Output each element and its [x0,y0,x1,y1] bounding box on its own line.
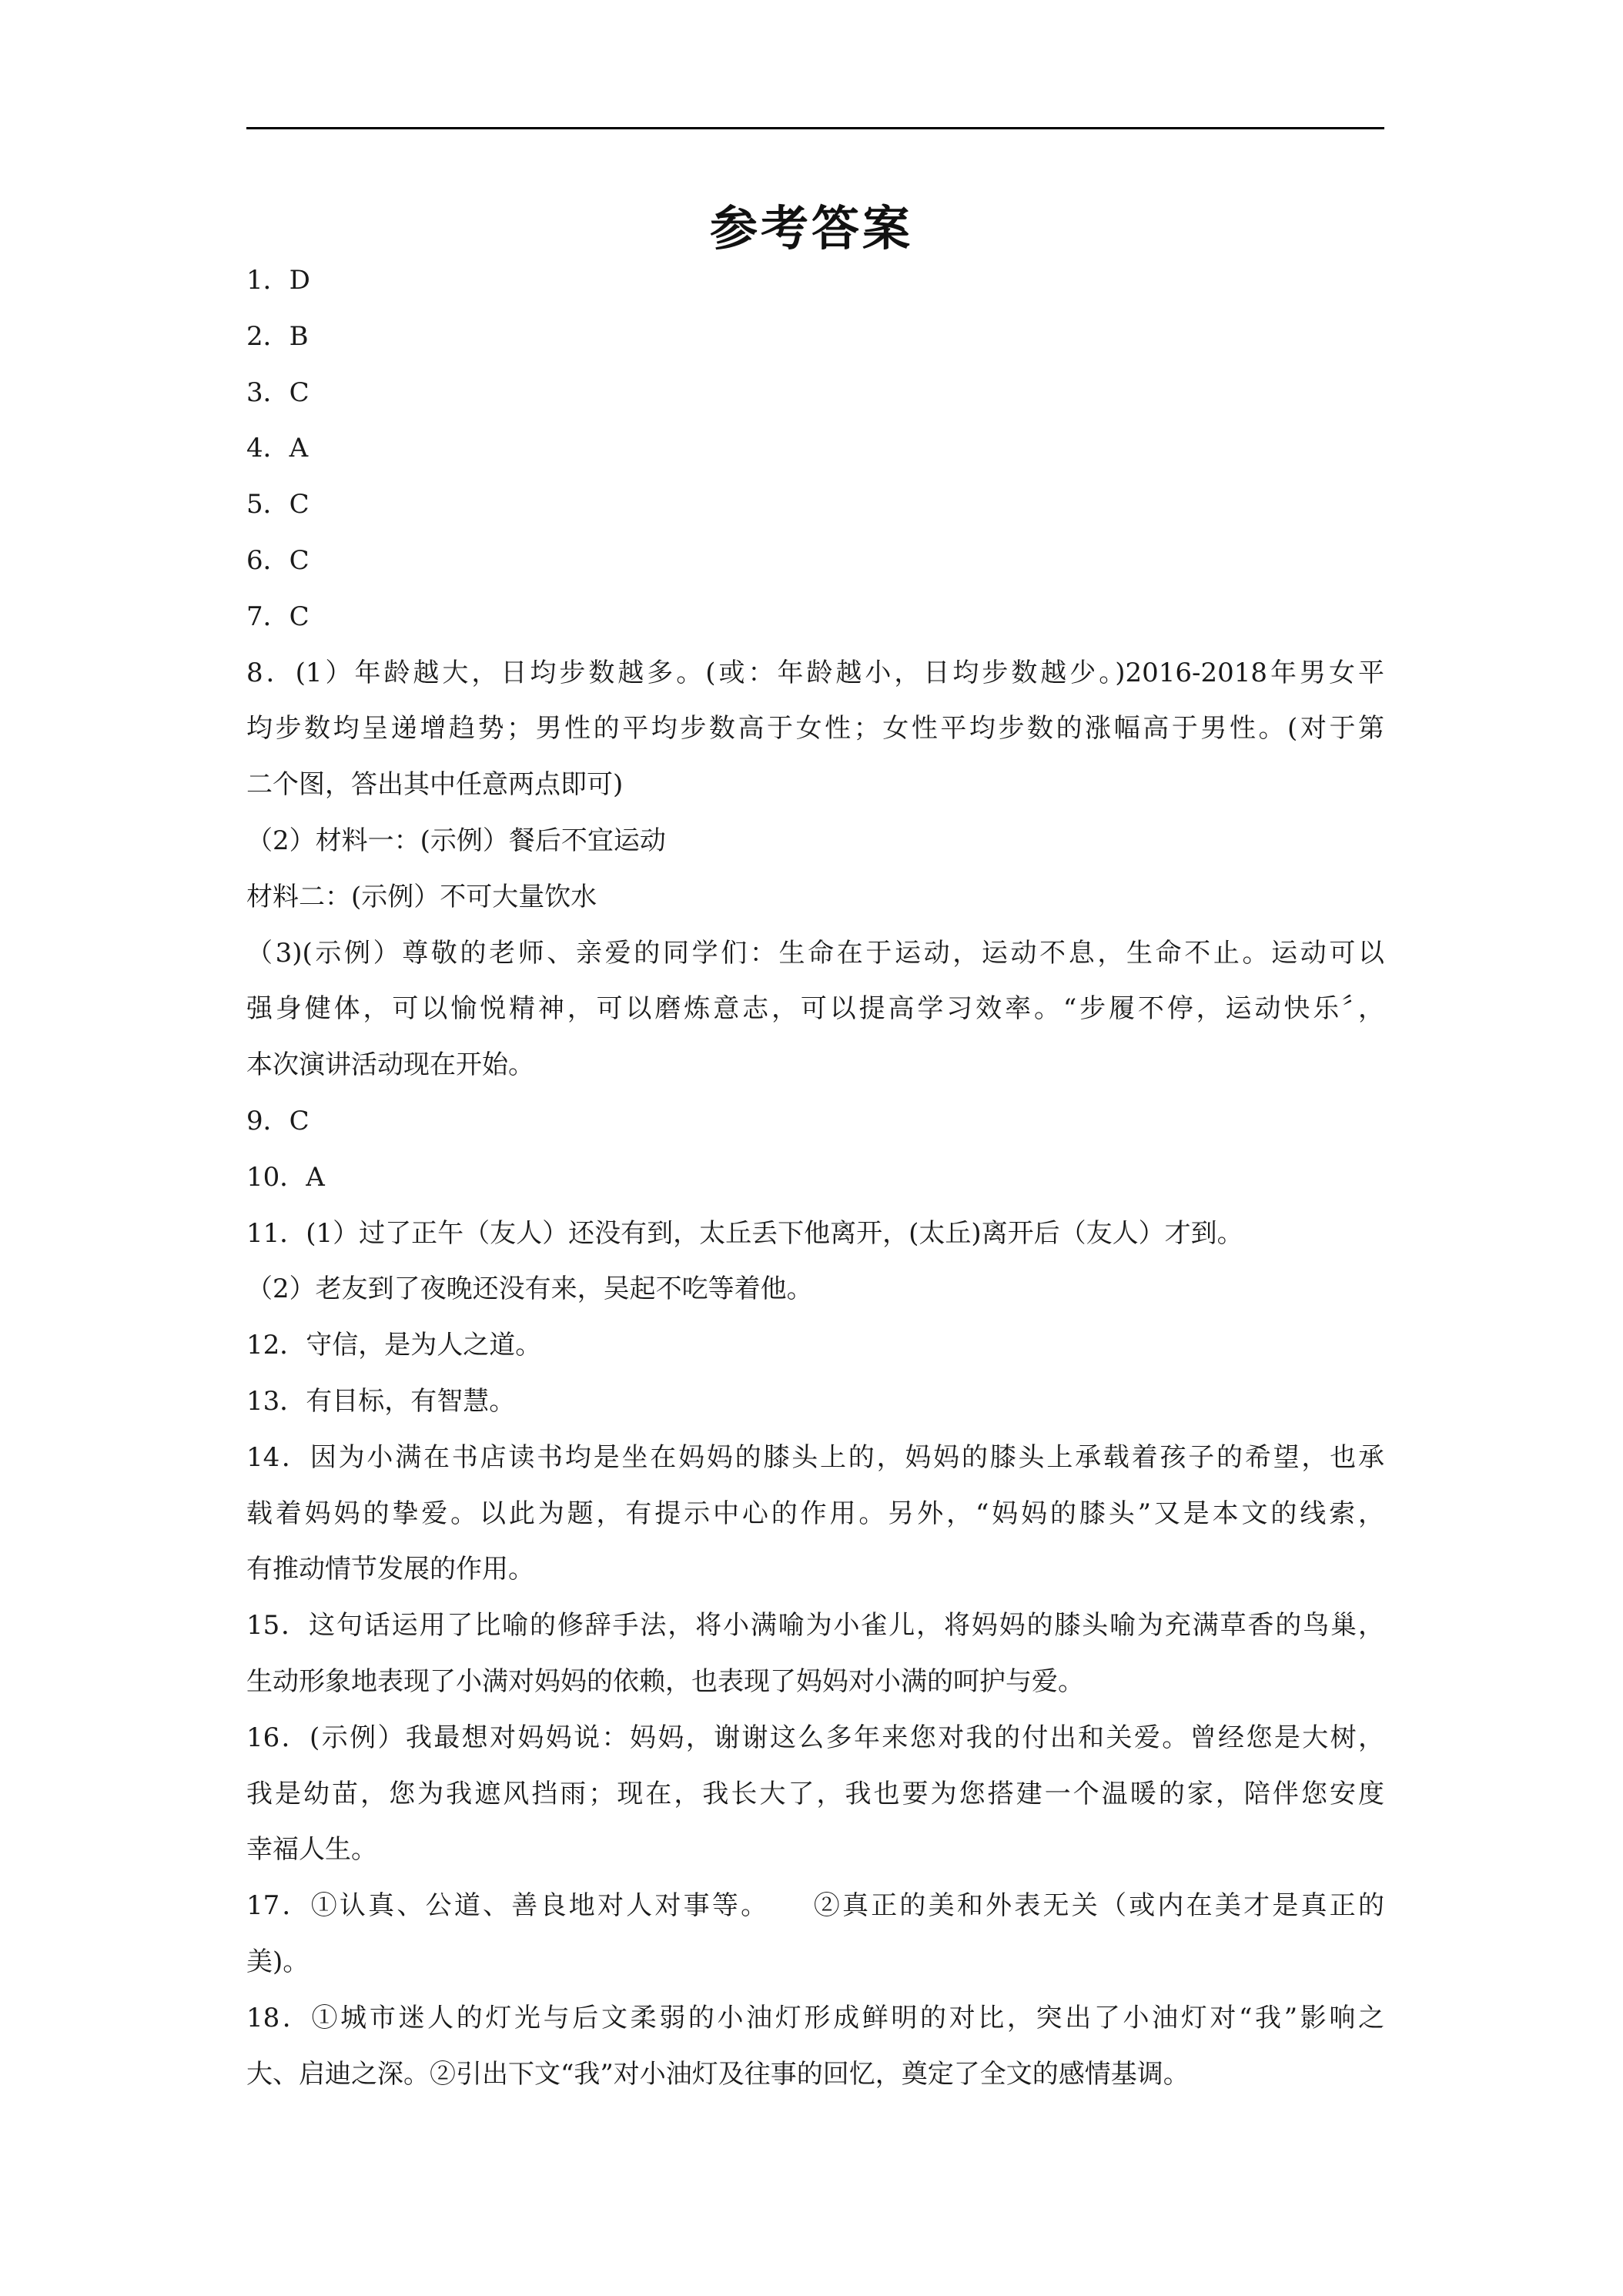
answer-line: （3)(示例）尊敬的老师、亲爱的同学们：生命在于运动，运动不息，生命不止。运动可以 [246,937,1384,969]
answer-line: 18．①城市迷人的灯光与后文柔弱的小油灯形成鲜明的对比，突出了小油灯对“我”影响之 [246,2002,1384,2033]
answer-line: 强身健体，可以愉悦精神，可以磨炼意志，可以提高学习效率。“步履不停，运动快乐〞， [246,993,1384,1025]
answer-line: 6．C [246,544,310,576]
answer-line: 有推动情节发展的作用。 [246,1554,534,1585]
answer-line: 1．D [246,265,310,296]
answer-line: 生动形象地表现了小满对妈妈的依赖，也表现了妈妈对小满的呵护与爱。 [246,1665,1084,1697]
answer-line: 10．A [246,1161,325,1193]
answer-line: （2）老友到了夜晚还没有来，吴起不吃等着他。 [246,1274,813,1305]
answer-line: 载着妈妈的挚爱。以此为题，有提示中心的作用。另外，“妈妈的膝头”又是本文的线索， [246,1498,1384,1529]
answer-list [246,253,1384,2102]
answer-line: 我是幼苗，您为我遮风挡雨；现在，我长大了，我也要为您搭建一个温暖的家，陪伴您安度 [246,1778,1384,1809]
answer-line: 5．C [246,489,310,520]
answer-line: 大、启迪之深。②引出下文“我”对小油灯及往事的回忆，奠定了全文的感情基调。 [246,2058,1190,2090]
answer-line: 幸福人生。 [246,1834,377,1866]
answer-line: 7．C [246,601,310,632]
answer-line: 二个图，答出其中任意两点即可) [246,769,624,801]
answer-line: 4．A [246,433,309,464]
answer-line: 16．(示例）我最想对妈妈说：妈妈，谢谢这么多年来您对我的付出和关爱。曾经您是大树， [246,1722,1384,1753]
answer-line: 15．这句话运用了比喻的修辞手法，将小满喻为小雀儿，将妈妈的膝头喻为充满草香的鸟巢， [246,1610,1384,1642]
page-title: 参考答案 [709,200,913,256]
answer-line: 14．因为小满在书店读书均是坐在妈妈的膝头上的，妈妈的膝头上承载着孩子的希望，也承 [246,1441,1384,1473]
answer-line: （2）材料一：(示例）餐后不宜运动 [246,825,666,856]
answer-line: 12．守信，是为人之道。 [246,1330,542,1361]
answer-line: 11．(1）过了正午（友人）还没有到，太丘丢下他离开，(太丘)离开后（友人）才到。 [246,1217,1243,1249]
answer-line: 本次演讲活动现在开始。 [246,1049,534,1081]
answer-line: 8．(1）年龄越大，日均步数越多。(或：年龄越小，日均步数越少。)2016-2018年男女平 [246,657,1384,688]
answer-line: 17．①认真、公道、善良地对人对事等。 ②真正的美和外表无关（或内在美才是真正的 [246,1890,1384,1922]
answer-line: 材料二：(示例）不可大量饮水 [246,881,597,912]
answer-line: 13．有目标，有智慧。 [246,1385,516,1417]
header-rule [246,127,1384,129]
answer-line: 美)。 [246,1946,310,1977]
answer-line: 9．C [246,1105,310,1136]
answer-line: 2．B [246,320,309,352]
answer-line: 3．C [246,377,310,408]
answer-line: 均步数均呈递增趋势；男性的平均步数高于女性；女性平均步数的涨幅高于男性。(对于第 [246,713,1384,745]
